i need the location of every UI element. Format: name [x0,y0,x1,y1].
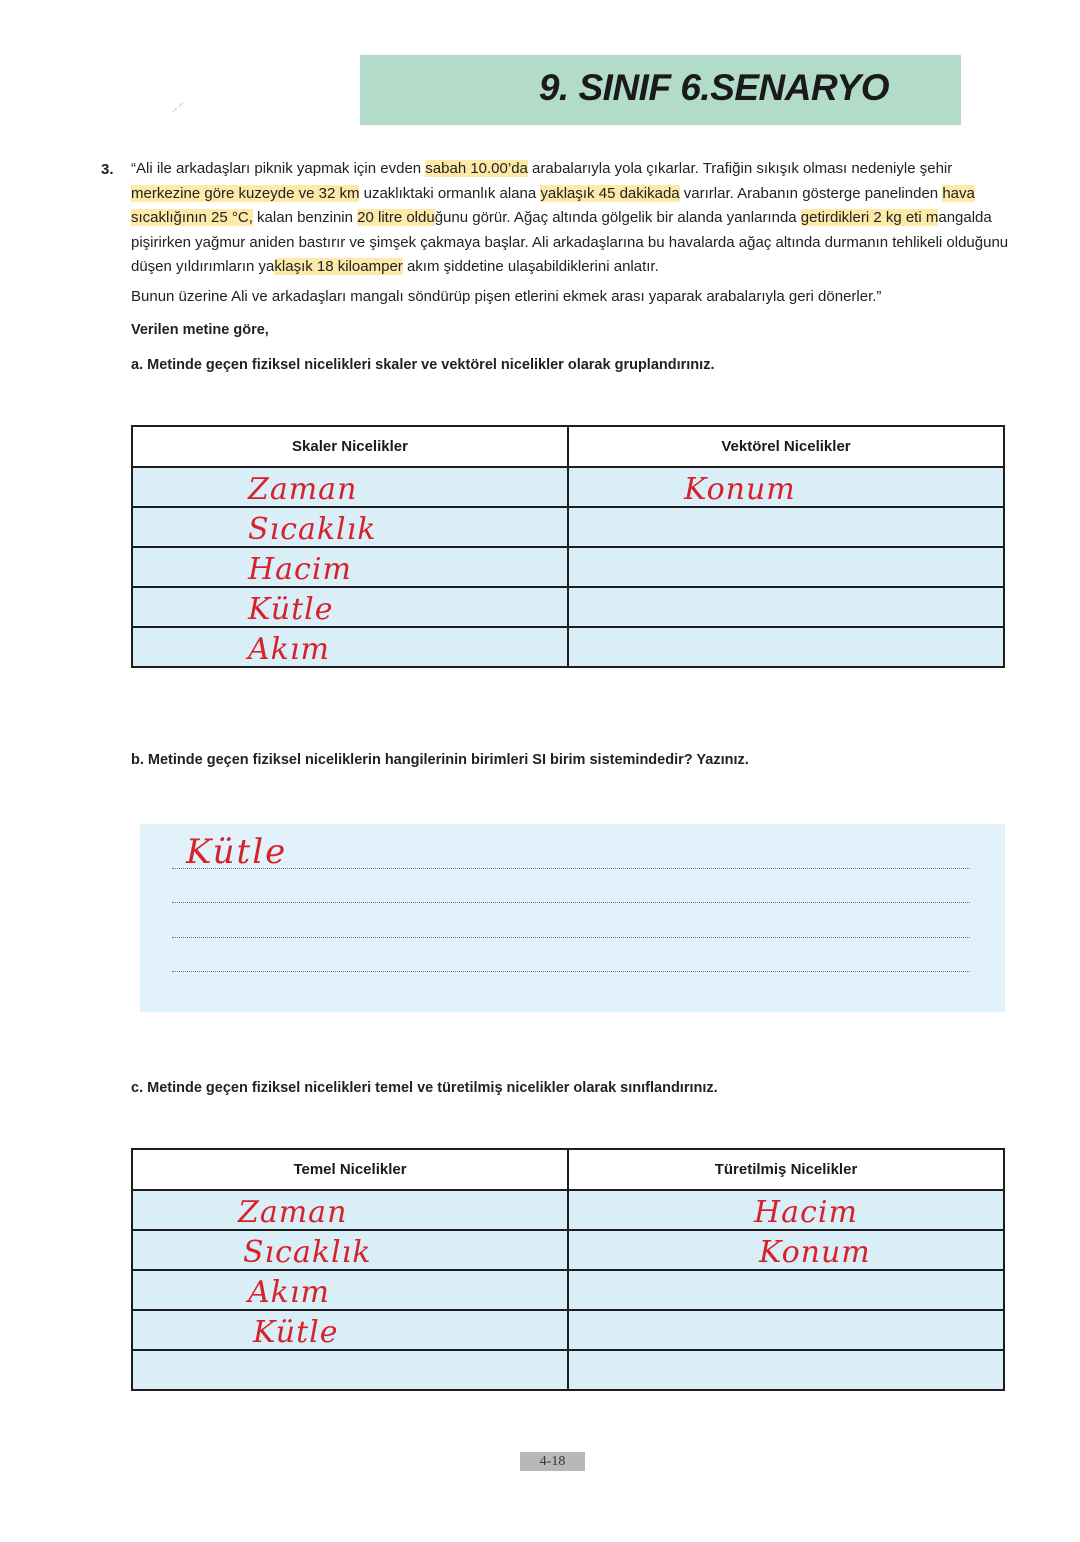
passage-conclusion: Bunun üzerine Ali ve arkadaşları mangalı söndürüp pişen etlerini ekmek arası yaparak arabalarıyla geri dönerler.” [131,288,882,305]
highlight: klaşık 18 kiloamper [274,258,403,275]
handwritten-answer: Akım [248,1275,330,1310]
fundamental-derived-table [131,1148,1005,1391]
table-row [132,547,1004,587]
answer-cell[interactable] [132,507,568,547]
highlight: getirdikleri 2 kg eti m [800,209,939,226]
answer-cell[interactable] [132,467,568,507]
scalar-vector-table [131,425,1005,668]
highlight: 20 litre oldu [357,209,435,226]
answer-cell[interactable] [132,627,568,667]
answer-cell[interactable] [568,1270,1004,1310]
table-row [132,1310,1004,1350]
question-passage: “Ali ile arkadaşları piknik yapmak için evden sabah 10.00’da arabalarıyla yola çıkarlar. Trafiğin sıkışık olması nedeniyle şehir merkezine göre kuzeyde ve 32 km uzaklıktaki ormanlık alana yaklaşık 45 dakikada varırlar. Arabanın gösterge panelinden hava sıcaklığının 25 °C, kalan benzinin 20 litre olduğunu görür. Ağaç altında gölgelik bir alanda yanlarında getirdikleri 2 kg eti mangalda pişirirken yağmur aniden bastırır ve şimşek çakmaya başlar. Ali arkadaşlarına bu havalarda ağaç altında durmanın tehlikeli olduğunu düşen yıldırımların yaklaşık 18 kiloamper akım şiddetine ulaşabildiklerini anlatır. [131,160,1009,275]
dotted-line [172,971,970,972]
dotted-line [172,902,970,903]
page-number: 4-18 [520,1452,585,1471]
handwritten-answer: Kütle [253,1315,339,1350]
part-b-prompt: b. Metinde geçen fiziksel niceliklerin hangilerinin birimleri SI birim sistemindedir? Yazınız. [131,752,749,768]
instructions-intro: Verilen metine göre, [131,322,269,338]
table-row [132,1350,1004,1390]
column-header: Türetilmiş Nicelikler [568,1149,1004,1190]
answer-cell[interactable] [132,1270,568,1310]
table-row [132,1230,1004,1270]
answer-cell[interactable] [568,1350,1004,1390]
table-row [132,1270,1004,1310]
answer-cell[interactable] [568,507,1004,547]
dotted-line [172,868,970,869]
highlight: merkezine göre kuzeyde ve 32 km [131,184,360,202]
part-a-prompt: a. Metinde geçen fiziksel nicelikleri skaler ve vektörel nicelikler olarak gruplandırınız. [131,357,715,373]
answer-cell[interactable] [568,1190,1004,1230]
table-row [132,467,1004,507]
answer-cell[interactable] [568,627,1004,667]
header-banner [360,55,961,125]
answer-cell[interactable] [568,587,1004,627]
highlight: sabah 10.00’da [425,160,528,177]
answer-cell[interactable] [568,1230,1004,1270]
answer-cell[interactable] [568,467,1004,507]
dotted-line [172,937,970,938]
handwritten-answer: Konum [759,1235,871,1270]
answer-cell[interactable] [568,547,1004,587]
answer-cell[interactable] [132,1190,568,1230]
highlight: yaklaşık 45 dakikada [540,184,680,202]
handwritten-answer: Zaman [248,472,358,507]
answer-cell[interactable] [568,1310,1004,1350]
answer-cell[interactable] [132,1350,568,1390]
question-number: 3. [101,161,114,178]
part-c-prompt: c. Metinde geçen fiziksel nicelikleri temel ve türetilmiş nicelikler olarak sınıflandırınız. [131,1080,718,1096]
table-row [132,507,1004,547]
answer-cell[interactable] [132,587,568,627]
answer-box[interactable] [140,824,1005,1012]
handwritten-answer: Hacim [754,1195,858,1230]
page-title: 9. SINIF 6.SENARYO [538,67,889,108]
handwritten-answer: Hacim [248,552,352,587]
answer-cell[interactable] [132,1230,568,1270]
table-row [132,1190,1004,1230]
table-row [132,587,1004,627]
highlight: hava sıcaklığının 25 °C, [131,184,975,226]
handwritten-answer: Kütle [186,832,288,872]
handwritten-answer: Sıcaklık [243,1235,372,1270]
stray-mark: ⸝⸍ [172,100,185,114]
table-row [132,627,1004,667]
handwritten-answer: Konum [684,472,796,507]
column-header: Skaler Nicelikler [132,426,568,467]
handwritten-answer: Sıcaklık [248,512,377,547]
handwritten-answer: Kütle [248,592,334,627]
column-header: Vektörel Nicelikler [568,426,1004,467]
answer-cell[interactable] [132,547,568,587]
handwritten-answer: Zaman [238,1195,348,1230]
answer-cell[interactable] [132,1310,568,1350]
handwritten-answer: Akım [248,632,330,667]
column-header: Temel Nicelikler [132,1149,568,1190]
